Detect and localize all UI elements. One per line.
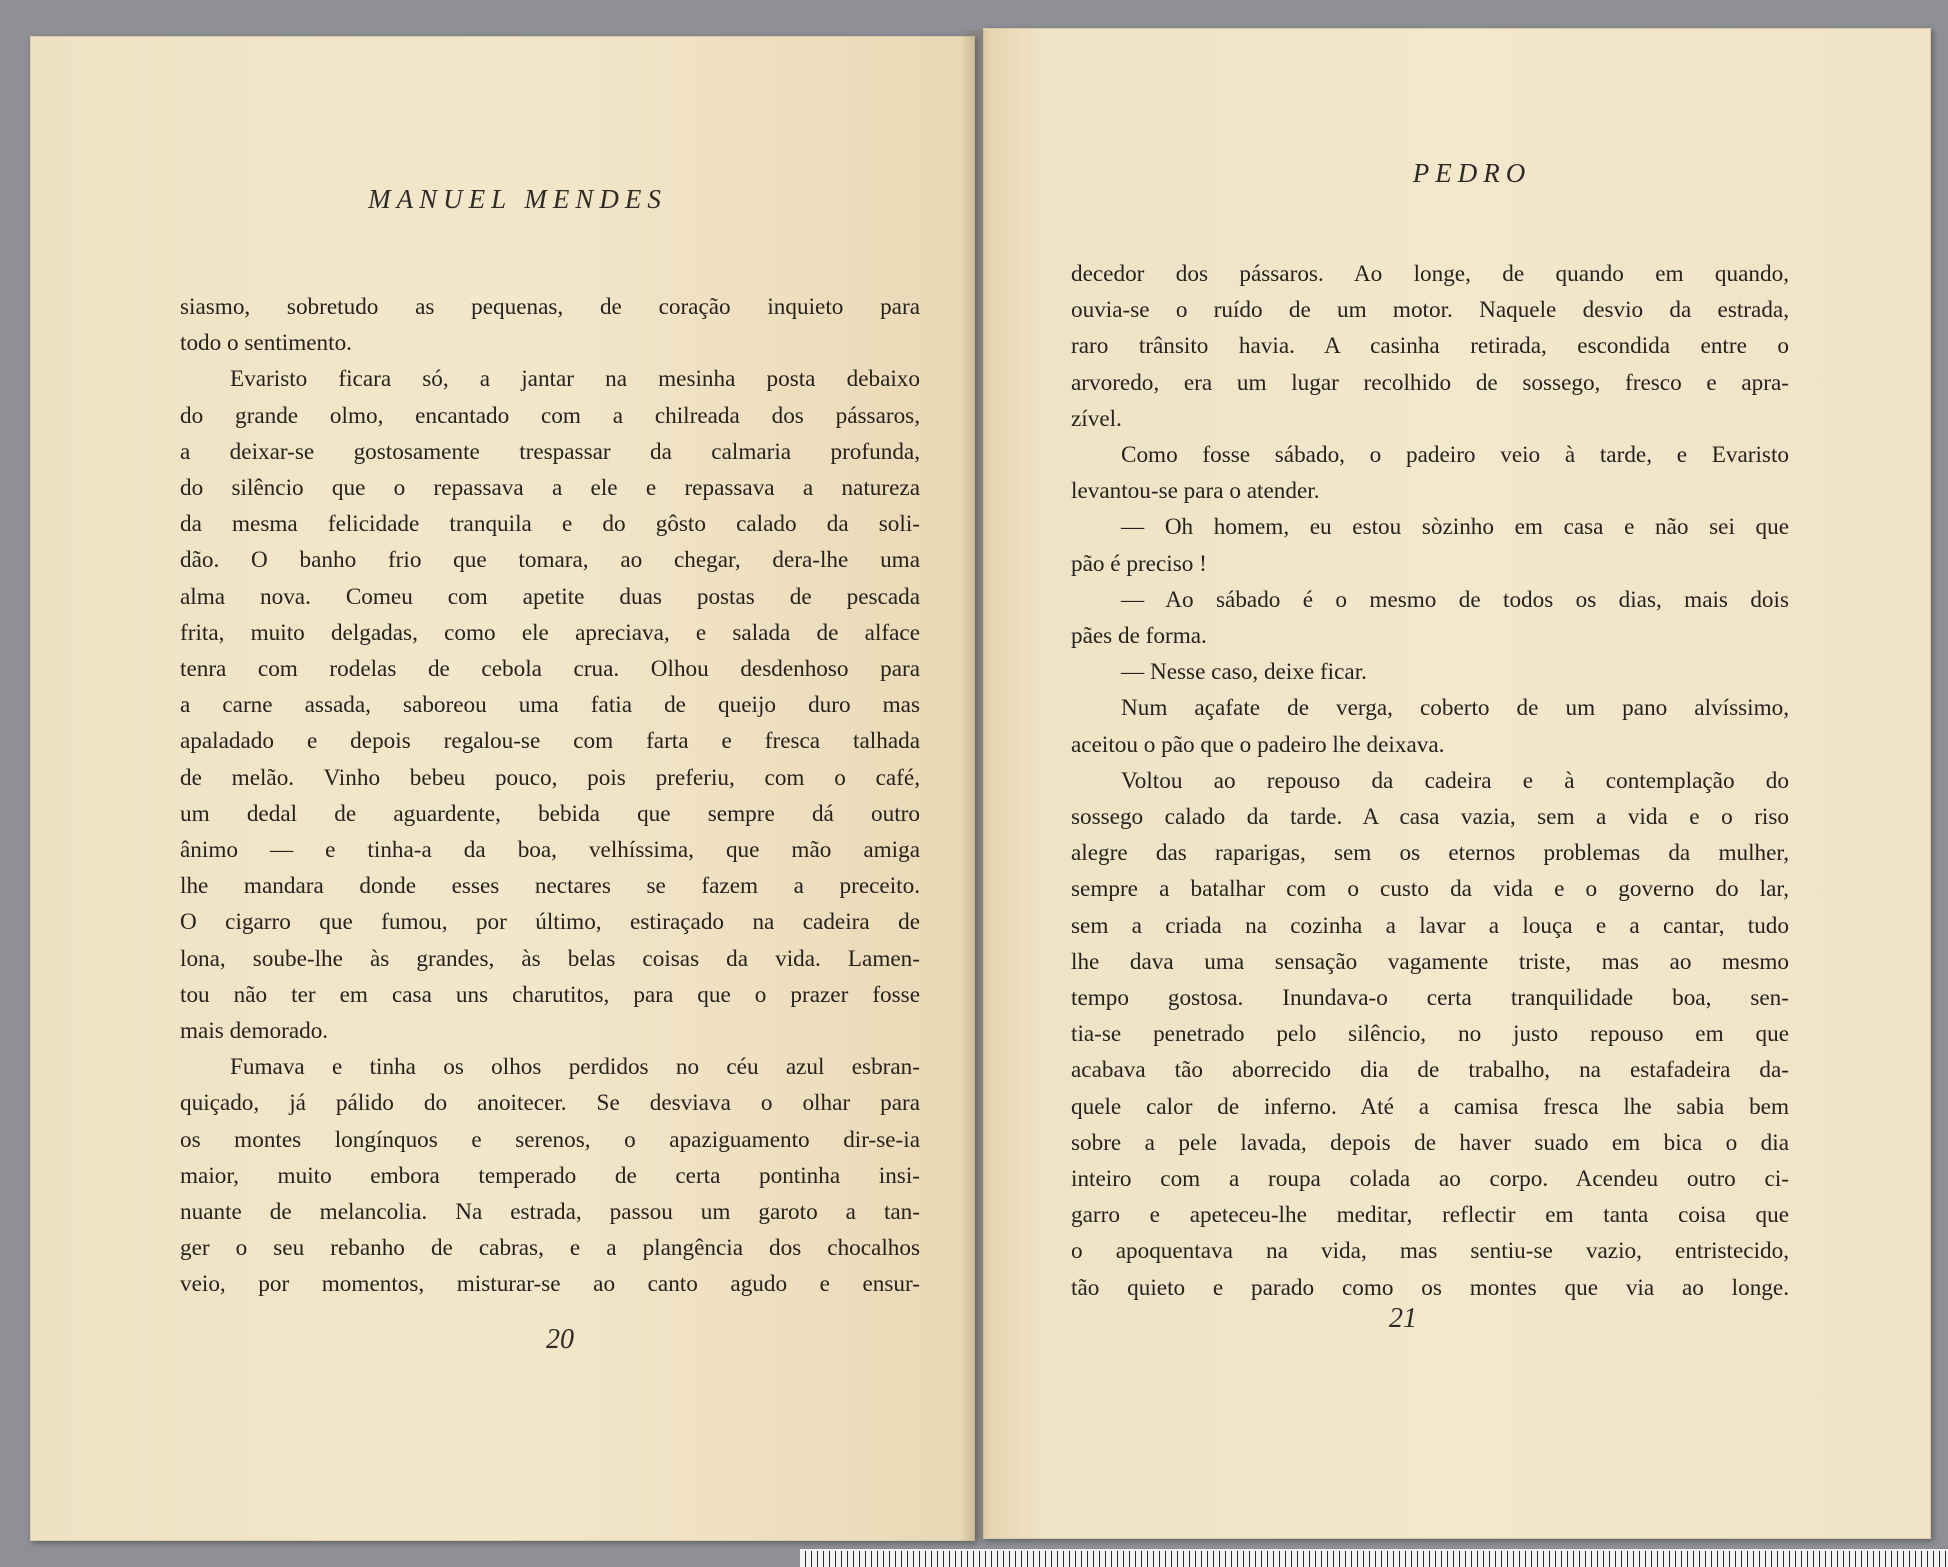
text-line: O cigarro que fumou, por último, estiraçado na cadeira de (180, 909, 920, 936)
page-number: 21 (1389, 1303, 1417, 1334)
text-line: do silêncio que o repassava a ele e repassava a natureza (180, 475, 920, 502)
text-line: sempre a batalhar com o custo da vida e o governo do lar, (1071, 876, 1789, 903)
text-line: Como fosse sábado, o padeiro veio à tarde, e Evaristo (1121, 442, 1789, 469)
text-line: apaladado e depois regalou-se com farta e fresca talhada (180, 728, 920, 755)
text-line: alegre das raparigas, sem os eternos problemas da mulher, (1071, 840, 1789, 867)
text-line: nuante de melancolia. Na estrada, passou um garoto a tan- (180, 1199, 920, 1226)
page-number: 20 (546, 1324, 574, 1355)
text-line: aceitou o pão que o padeiro lhe deixava. (1071, 731, 1445, 758)
text-line: sem a criada na cozinha a lavar a louça e a cantar, tudo (1071, 912, 1789, 939)
text-line: alma nova. Comeu com apetite duas postas de pescada (180, 583, 920, 610)
text-line: os montes longínquos e serenos, o apaziguamento dir-se-ia (180, 1126, 920, 1153)
text-line: — Oh homem, eu estou sòzinho em casa e não sei que (1121, 514, 1789, 541)
text-line: tão quieto e parado como os montes que via ao longe. (1071, 1274, 1789, 1301)
text-line: do grande olmo, encantado com a chilreada dos pássaros, (180, 402, 920, 429)
text-line: Fumava e tinha os olhos perdidos no céu azul esbran- (230, 1054, 920, 1081)
text-line: Evaristo ficara só, a jantar na mesinha posta debaixo (230, 366, 920, 393)
text-line: todo o sentimento. (180, 330, 352, 357)
text-line: siasmo, sobretudo as pequenas, de coração inquieto para (180, 294, 920, 320)
measurement-ruler (800, 1549, 1948, 1567)
text-line: sobre a pele lavada, depois de haver suado em bica o dia (1071, 1129, 1789, 1156)
text-line: lhe dava uma sensação vagamente triste, mas ao mesmo (1071, 948, 1789, 975)
text-line: da mesma felicidade tranquila e do gôsto calado da soli- (180, 511, 920, 538)
left-page-text (180, 289, 920, 1303)
text-line: ger o seu rebanho de cabras, e a plangência dos chocalhos (180, 1235, 920, 1262)
text-line: decedor dos pássaros. Ao longe, de quando em quando, (1071, 261, 1789, 287)
text-line: dão. O banho frio que tomara, ao chegar, dera-lhe uma (180, 547, 920, 574)
text-line: um dedal de aguardente, bebida que sempre dá outro (180, 800, 920, 827)
text-line: — Nesse caso, deixe ficar. (1121, 659, 1367, 686)
text-line: a deixar-se gostosamente trespassar da calmaria profunda, (180, 438, 920, 465)
text-line: o apoquentava na vida, mas sentiu-se vazio, entristecido, (1071, 1238, 1789, 1265)
running-head-title: PEDRO (1412, 158, 1532, 188)
text-line: maior, muito embora temperado de certa pontinha insi- (180, 1162, 920, 1189)
text-line: garro e apeteceu-lhe meditar, reflectir em tanta coisa que (1071, 1202, 1789, 1229)
text-line: acabava tão aborrecido dia de trabalho, na estafadeira da- (1071, 1057, 1789, 1084)
text-line: — Ao sábado é o mesmo de todos os dias, mais dois (1121, 586, 1789, 613)
right-page (983, 28, 1931, 1539)
text-line: levantou-se para o atender. (1071, 478, 1320, 505)
text-line: frita, muito delgadas, como ele apreciava, e salada de alface (180, 619, 920, 646)
text-line: veio, por momentos, misturar-se ao canto agudo e ensur- (180, 1271, 920, 1298)
text-line: a carne assada, saboreou uma fatia de queijo duro mas (180, 692, 920, 719)
text-line: Num açafate de verga, coberto de um pano alvíssimo, (1121, 695, 1789, 722)
text-line: raro trânsito havia. A casinha retirada, escondida entre o (1071, 333, 1789, 360)
text-line: ouvia-se o ruído de um motor. Naquele desvio da estrada, (1071, 297, 1789, 324)
text-line: sossego calado da tarde. A casa vazia, sem a vida e o riso (1071, 804, 1789, 831)
text-line: quiçado, já pálido do anoitecer. Se desviava o olhar para (180, 1090, 920, 1117)
text-line: inteiro com a roupa colada ao corpo. Acendeu outro ci- (1071, 1166, 1789, 1193)
text-line: mais demorado. (180, 1018, 329, 1045)
text-line: tempo gostosa. Inundava-o certa tranquilidade boa, sen- (1071, 985, 1789, 1012)
text-line: tenra com rodelas de cebola crua. Olhou desdenhoso para (180, 656, 920, 683)
text-line: quele calor de inferno. Até a camisa fresca lhe sabia bem (1071, 1093, 1789, 1120)
text-line: ânimo — e tinha-a da boa, velhíssima, que mão amiga (180, 837, 920, 864)
text-line: tou não ter em casa uns charutitos, para que o prazer fosse (180, 981, 920, 1008)
text-line: Voltou ao repouso da cadeira e à contemplação do (1121, 767, 1789, 794)
text-line: arvoredo, era um lugar recolhido de sossego, fresco e apra- (1071, 369, 1789, 396)
text-line: lona, soube-lhe às grandes, às belas coisas da vida. Lamen- (180, 945, 920, 972)
left-page (30, 36, 975, 1541)
text-line: tia-se penetrado pelo silêncio, no justo repouso em que (1071, 1021, 1789, 1048)
text-line: lhe mandara donde esses nectares se fazem a preceito. (180, 873, 920, 900)
right-page-text (1071, 256, 1789, 1306)
running-head-author: MANUEL MENDES (368, 184, 667, 214)
text-line: pães de forma. (1071, 623, 1207, 650)
text-line: de melão. Vinho bebeu pouco, pois preferiu, com o café, (180, 764, 920, 791)
text-line: zível. (1071, 405, 1122, 432)
text-line: pão é preciso ! (1071, 550, 1207, 577)
